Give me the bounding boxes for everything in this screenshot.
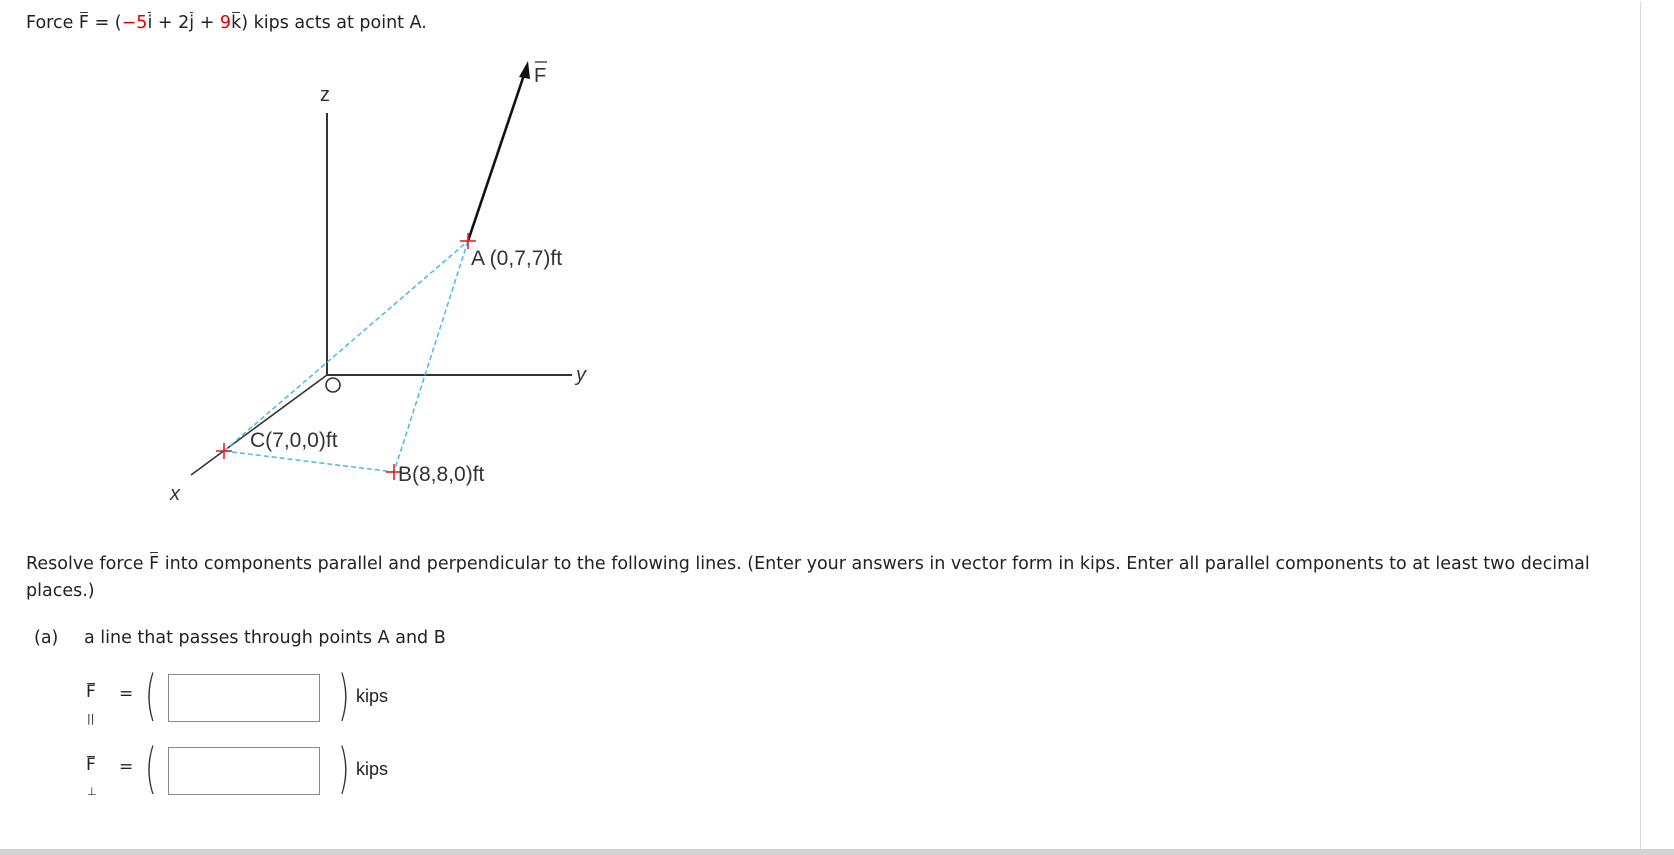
- force-arrow: [468, 72, 525, 241]
- line-c-a: [224, 241, 468, 451]
- k-coefficient: 9: [219, 13, 232, 33]
- i-unit-vector: i: [147, 13, 153, 33]
- part-a-heading: [34, 626, 446, 650]
- k-unit-vector: k: [231, 13, 242, 33]
- geometry-diagram: [140, 48, 620, 508]
- instructions: [26, 551, 1626, 605]
- plus-sign: +: [194, 13, 220, 33]
- parallel-subscript: ||: [87, 712, 95, 725]
- instructions-force-symbol: F: [149, 551, 159, 578]
- perpendicular-right-paren: ): [338, 737, 350, 800]
- instructions-pre: Resolve force: [26, 554, 150, 574]
- perpendicular-answer-input[interactable]: [168, 747, 320, 795]
- parallel-left-paren: (: [145, 664, 157, 727]
- parallel-right-paren: ): [338, 664, 350, 727]
- parallel-symbol: $F_{||}$: [86, 682, 96, 725]
- instructions-post: into components parallel and perpendicular to the following lines. (Enter your answers in vector form in kips. Enter all parallel components to at least two decimal places.): [26, 554, 1590, 601]
- j-unit-vector: j: [189, 13, 195, 33]
- intro-eq: = (: [89, 13, 122, 33]
- perpendicular-unit: kips: [356, 759, 389, 779]
- i-coefficient: −5: [121, 13, 148, 33]
- point-b-label: B(8,8,0)ft: [398, 463, 485, 486]
- x-axis: [191, 375, 327, 475]
- line-a-b: [394, 241, 468, 472]
- part-a-text: a line that passes through points A and B: [84, 628, 446, 648]
- axis-z-label: z: [320, 84, 330, 106]
- parallel-answer-input[interactable]: [168, 674, 320, 722]
- perpendicular-left-paren: (: [145, 737, 157, 800]
- part-a-tag: (a): [34, 628, 59, 648]
- intro-prefix: Force: [26, 13, 79, 33]
- axis-x-label: x: [170, 483, 180, 505]
- point-c-label: C(7,0,0)ft: [250, 429, 338, 452]
- perpendicular-symbol: $F_\perp$: [86, 755, 97, 798]
- parallel-unit: kips: [356, 686, 389, 706]
- force-label: F: [534, 65, 547, 87]
- intro-suffix: ) kips acts at point A.: [241, 13, 427, 33]
- line-c-b: [224, 451, 394, 472]
- horizontal-scrollbar[interactable]: [0, 849, 1674, 855]
- perpendicular-equals: =: [119, 757, 134, 777]
- origin-icon: [326, 378, 340, 392]
- axis-y-label: y: [576, 364, 586, 386]
- perpendicular-subscript: ⊥: [87, 785, 97, 798]
- j-term: + 2: [152, 13, 190, 33]
- force-symbol: F: [78, 13, 89, 33]
- problem-statement: [26, 11, 427, 35]
- point-a-label: A (0,7,7)ft: [471, 247, 563, 270]
- arrowhead-icon: [519, 61, 530, 79]
- parallel-equals: =: [119, 684, 134, 704]
